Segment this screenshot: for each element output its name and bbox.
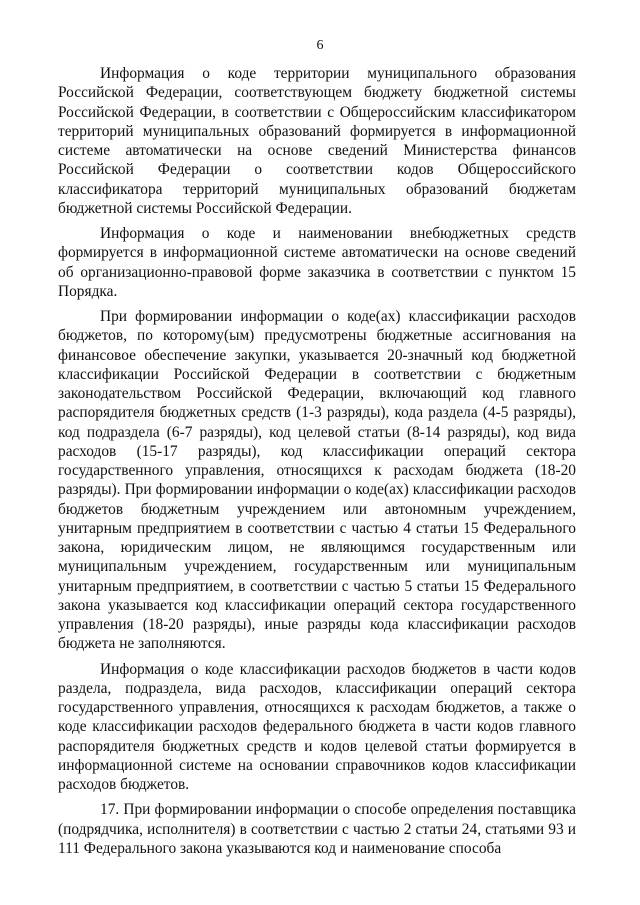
paragraph-territory-code: Информация о коде территории муниципального образования Российской Федерации, соответствующем бюджету бюджетной системы Российской Федерации, в соответствии с Общероссийским классификатором территорий муниципальных образований формируется в информационной системе автоматически на основе сведений Министерства финансов Российской Федерации о соответствии кодов Общероссийского классификатора территорий муниципальных образований бюджетам бюджетной системы Российской Федерации. (58, 65, 576, 217)
document-body (58, 64, 576, 858)
paragraph-expense-classification: При формировании информации о коде(ах) классификации расходов бюджетов, по которому(ым) предусмотрены бюджетные ассигнования на финансовое обеспечение закупки, указывается 20-значный код бюджетной классификации Российской Федерации в соответствии с бюджетным законодательством Российской Федерации, включающий код главного распорядителя бюджетных средств (1-3 разряды), кода раздела (4-5 разряды), код подраздела (6-7 разряды), код целевой статьи (8-14 разряды), код вида расходов (15-17 разряды), код классификации операций сектора государственного управления, относящихся к расходам бюджета (18-20 разряды). При формировании информации о коде(ах) классификации расходов бюджетов бюджетным учреждением или автономным учреждением, унитарным предприятием в соответствии с частью 4 статьи 15 Федерального закона, юридическим лицом, не являющимся государственным или муниципальным учреждением, государственным или муниципальным унитарным предприятием, в соответствии с частью 5 статьи 15 Федерального закона указывается код классификации операций сектора государственного управления (18-20 разряды), иные разряды кода классификации расходов бюджета не заполняются. (58, 308, 576, 653)
paragraph-extrabudgetary-funds: Информация о коде и наименовании внебюджетных средств формируется в информационной системе автоматически на основе сведений об организационно-правовой форме заказчика в соответствии с пунктом 15 Порядка. (58, 225, 576, 300)
page-number: 6 (316, 38, 324, 53)
paragraph-classification-reference: Информация о коде классификации расходов бюджетов в части кодов раздела, подраздела, вида расходов, классификации операций сектора государственного управления, относящихся к расходам бюджетов, а также о коде классификации расходов федерального бюджета в части кодов главного распорядителя бюджетных средств и кодов целевой статьи формируется в информационной системе на основании справочников кодов классификации расходов бюджетов. (58, 660, 576, 793)
paragraph-item-17: 17. При формировании информации о способе определения поставщика (подрядчика, исполнителя) в соответствии с частью 2 статьи 24, статьями 93 и 111 Федерального закона указываются код и наименование способа (58, 801, 576, 857)
